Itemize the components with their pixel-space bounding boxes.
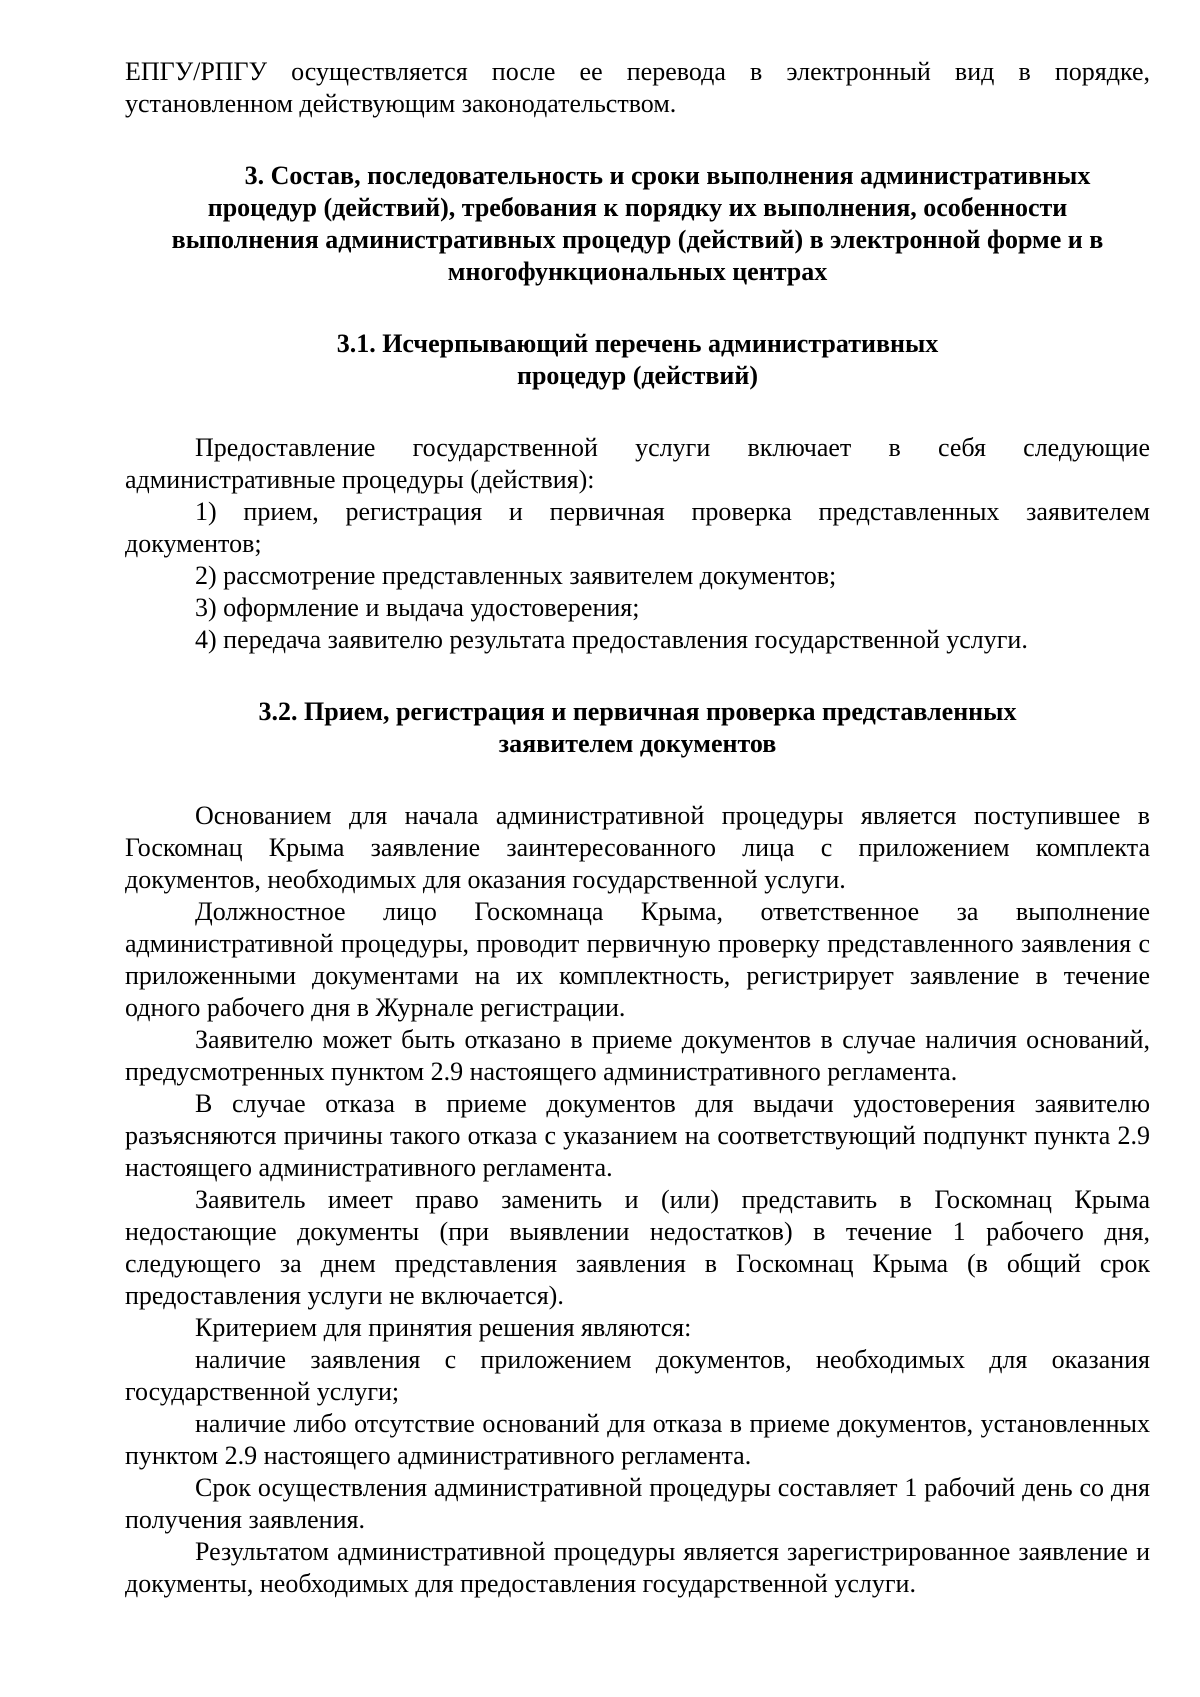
section-3-2-paragraph-4: В случае отказа в приеме документов для выдачи удостоверения заявителю разъясняются причины такого отказа с указанием на соответствующий подпункт пункта 2.9 настоящего административного регламента.	[125, 1089, 1150, 1182]
procedure-item-2: 2) рассмотрение представленных заявителем документов;	[195, 561, 837, 590]
section-3-heading: 3. Состав, последовательность и сроки выполнения административных процедур (действий), требования к порядку их выполнения, особенности выполнения административных процедур (действий) в электронной форме и в многофункциональных центрах	[171, 161, 1104, 286]
intro-line-2: установленном действующим законодательством.	[125, 89, 677, 118]
section-3-2-paragraph-8: наличие либо отсутствие оснований для отказа в приеме документов, установленных пунктом 2.9 настоящего административного регламента.	[125, 1409, 1150, 1470]
section-3-2-paragraph-7: наличие заявления с приложением документов, необходимых для оказания государственной услуги;	[125, 1345, 1150, 1406]
procedure-item-4: 4) передача заявителю результата предоставления государственной услуги.	[195, 625, 1028, 654]
section-3-2-paragraph-6: Критерием для принятия решения являются:	[195, 1313, 692, 1342]
intro-paragraph	[125, 56, 1150, 120]
section-3-1-intro: Предоставление государственной услуги включает в себя следующие административные процедуры (действия):	[125, 433, 1150, 494]
section-3-2-heading: 3.2. Прием, регистрация и первичная проверка представленных заявителем документов	[258, 697, 1017, 758]
section-3-2-paragraph-5: Заявитель имеет право заменить и (или) представить в Госкомнац Крыма недостающие документы (при выявлении недостатков) в течение 1 рабочего дня, следующего за днем представления заявления в Госкомнац Крыма (в общий срок предоставления услуги не включается).	[125, 1185, 1150, 1310]
section-3-2-paragraph-1: Основанием для начала административной процедуры является поступившее в Госкомнац Крыма заявление заинтересованного лица с приложением комплекта документов, необходимых для оказания государственной услуги.	[125, 801, 1150, 894]
procedure-item-1: 1) прием, регистрация и первичная проверка представленных заявителем документов;	[125, 497, 1150, 558]
procedure-item-3: 3) оформление и выдача удостоверения;	[195, 593, 640, 622]
section-3-2-paragraph-2: Должностное лицо Госкомнаца Крыма, ответственное за выполнение административной процедуры, проводит первичную проверку представленного заявления с приложенными документами на их комплектность, регистрирует заявление в течение одного рабочего дня в Журнале регистрации.	[125, 897, 1150, 1022]
intro-line-1: ЕПГУ/РПГУ осуществляется после ее перевода в электронный вид в порядке,	[125, 57, 1150, 86]
section-3-2-paragraph-10: Результатом административной процедуры является зарегистрированное заявление и документы, необходимых для предоставления государственной услуги.	[125, 1537, 1150, 1598]
section-3-2-paragraph-3: Заявителю может быть отказано в приеме документов в случае наличия оснований, предусмотренных пунктом 2.9 настоящего административного регламента.	[125, 1025, 1150, 1086]
section-3-1-heading: 3.1. Исчерпывающий перечень административных процедур (действий)	[336, 329, 939, 390]
section-3-2-paragraph-9: Срок осуществления административной процедуры составляет 1 рабочий день со дня получения заявления.	[125, 1473, 1150, 1534]
